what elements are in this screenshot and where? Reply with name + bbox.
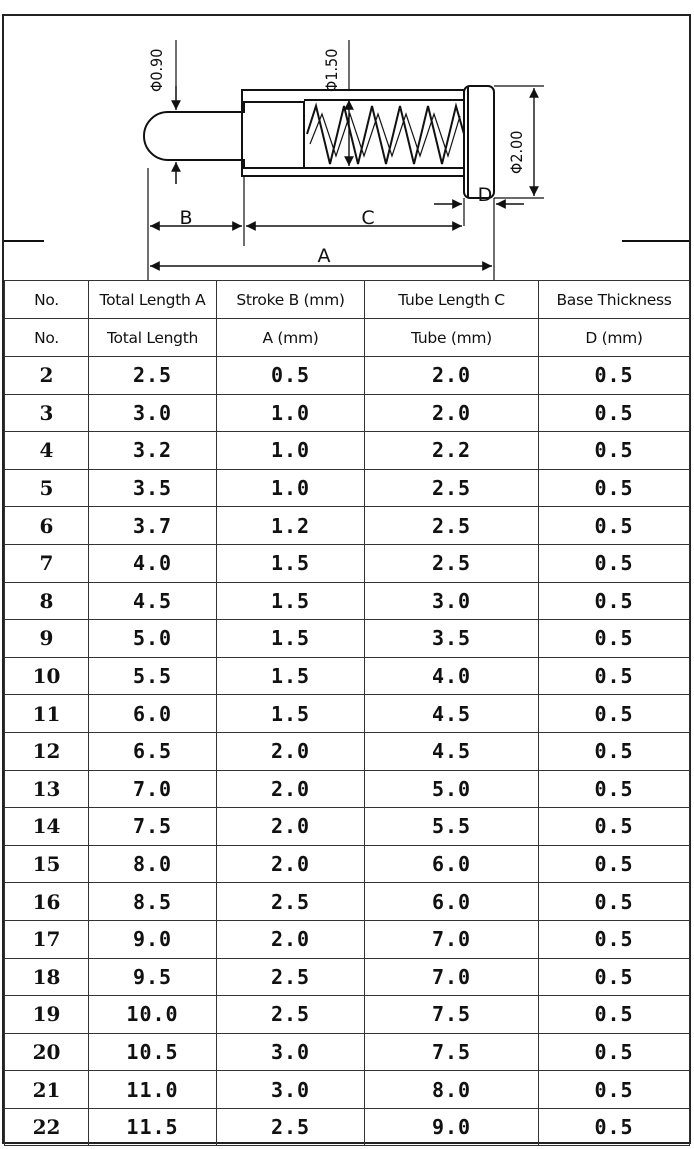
cell-tube-length: 7.0 <box>365 958 539 996</box>
cell-base-thickness: 0.5 <box>539 958 690 996</box>
cell-no: 7 <box>5 544 89 582</box>
cell-base-thickness: 0.5 <box>539 996 690 1034</box>
cell-base-thickness: 0.5 <box>539 432 690 470</box>
label-a: A <box>317 245 331 267</box>
cell-no: 14 <box>5 808 89 846</box>
cell-tube-length: 8.0 <box>365 1071 539 1109</box>
table-row <box>5 732 690 770</box>
cell-total-length: 7.5 <box>89 808 217 846</box>
cell-base-thickness: 0.5 <box>539 770 690 808</box>
cell-total-length: 10.5 <box>89 1033 217 1071</box>
spec-table-body <box>5 281 690 1146</box>
cell-no: 18 <box>5 958 89 996</box>
header-no: No. <box>5 319 89 357</box>
cell-no: 3 <box>5 394 89 432</box>
table-row <box>5 808 690 846</box>
table-row <box>5 920 690 958</box>
cell-total-length: 11.5 <box>89 1108 217 1146</box>
header-stroke-unit: A (mm) <box>217 319 365 357</box>
cell-stroke: 2.5 <box>217 1108 365 1146</box>
label-tip-diameter: Φ0.90 <box>147 48 166 92</box>
cell-base-thickness: 0.5 <box>539 808 690 846</box>
cell-base-thickness: 0.5 <box>539 732 690 770</box>
cell-total-length: 3.5 <box>89 469 217 507</box>
cell-stroke: 2.0 <box>217 808 365 846</box>
cell-total-length: 11.0 <box>89 1071 217 1109</box>
cell-total-length: 7.0 <box>89 770 217 808</box>
cell-base-thickness: 0.5 <box>539 544 690 582</box>
cell-total-length: 8.5 <box>89 883 217 921</box>
cell-total-length: 10.0 <box>89 996 217 1034</box>
cell-tube-length: 4.5 <box>365 695 539 733</box>
cell-stroke: 1.0 <box>217 469 365 507</box>
cell-stroke: 2.5 <box>217 883 365 921</box>
cell-tube-length: 2.5 <box>365 507 539 545</box>
cell-tube-length: 6.0 <box>365 883 539 921</box>
cell-tube-length: 3.5 <box>365 620 539 658</box>
cell-tube-length: 6.0 <box>365 845 539 883</box>
cell-stroke: 2.0 <box>217 845 365 883</box>
cell-stroke: 2.5 <box>217 996 365 1034</box>
cell-base-thickness: 0.5 <box>539 920 690 958</box>
cell-tube-length: 2.2 <box>365 432 539 470</box>
cell-tube-length: 7.5 <box>365 996 539 1034</box>
header-no: No. <box>5 281 89 319</box>
cell-stroke: 1.5 <box>217 695 365 733</box>
cell-stroke: 1.5 <box>217 582 365 620</box>
cell-stroke: 1.5 <box>217 544 365 582</box>
cell-no: 13 <box>5 770 89 808</box>
cell-tube-length: 3.0 <box>365 582 539 620</box>
spec-sheet <box>2 14 691 1144</box>
table-row <box>5 1071 690 1109</box>
table-row <box>5 582 690 620</box>
cell-stroke: 2.0 <box>217 732 365 770</box>
cell-base-thickness: 0.5 <box>539 695 690 733</box>
cell-stroke: 1.5 <box>217 657 365 695</box>
cell-tube-length: 2.5 <box>365 469 539 507</box>
table-row <box>5 695 690 733</box>
cell-base-thickness: 0.5 <box>539 394 690 432</box>
cell-base-thickness: 0.5 <box>539 1108 690 1146</box>
cell-stroke: 1.0 <box>217 394 365 432</box>
header-total-length: Total Length A <box>89 281 217 319</box>
cell-base-thickness: 0.5 <box>539 1071 690 1109</box>
table-row <box>5 770 690 808</box>
cell-tube-length: 2.0 <box>365 394 539 432</box>
table-row <box>5 507 690 545</box>
cell-total-length: 4.5 <box>89 582 217 620</box>
cell-total-length: 3.2 <box>89 432 217 470</box>
cell-no: 9 <box>5 620 89 658</box>
header-total-length: Total Length <box>89 319 217 357</box>
cell-no: 10 <box>5 657 89 695</box>
cell-tube-length: 7.0 <box>365 920 539 958</box>
cell-no: 8 <box>5 582 89 620</box>
plunger-tip <box>144 112 180 160</box>
cell-stroke: 3.0 <box>217 1033 365 1071</box>
label-b: B <box>179 207 193 229</box>
cell-stroke: 2.5 <box>217 958 365 996</box>
table-row <box>5 1108 690 1146</box>
cell-no: 4 <box>5 432 89 470</box>
cell-stroke: 2.0 <box>217 920 365 958</box>
cell-stroke: 1.0 <box>217 432 365 470</box>
table-row <box>5 469 690 507</box>
pogo-pin-diagram <box>4 16 689 280</box>
header-tube-length: Tube Length C <box>365 281 539 319</box>
cell-base-thickness: 0.5 <box>539 883 690 921</box>
cell-total-length: 2.5 <box>89 357 217 395</box>
table-row <box>5 544 690 582</box>
cell-base-thickness: 0.5 <box>539 357 690 395</box>
cell-total-length: 3.7 <box>89 507 217 545</box>
table-row <box>5 883 690 921</box>
cell-total-length: 8.0 <box>89 845 217 883</box>
label-spring-diameter: Φ1.50 <box>322 48 341 92</box>
cell-tube-length: 5.5 <box>365 808 539 846</box>
table-row <box>5 1033 690 1071</box>
cell-base-thickness: 0.5 <box>539 620 690 658</box>
cell-tube-length: 9.0 <box>365 1108 539 1146</box>
cell-no: 19 <box>5 996 89 1034</box>
cell-base-thickness: 0.5 <box>539 507 690 545</box>
cell-base-thickness: 0.5 <box>539 845 690 883</box>
cell-total-length: 5.0 <box>89 620 217 658</box>
cell-no: 5 <box>5 469 89 507</box>
cell-stroke: 1.5 <box>217 620 365 658</box>
table-row <box>5 432 690 470</box>
cell-no: 17 <box>5 920 89 958</box>
header-stroke: Stroke B (mm) <box>217 281 365 319</box>
table-row <box>5 996 690 1034</box>
cell-no: 21 <box>5 1071 89 1109</box>
cell-tube-length: 4.0 <box>365 657 539 695</box>
cell-no: 6 <box>5 507 89 545</box>
cell-total-length: 4.0 <box>89 544 217 582</box>
cell-base-thickness: 0.5 <box>539 582 690 620</box>
cell-no: 11 <box>5 695 89 733</box>
table-row <box>5 394 690 432</box>
cell-total-length: 5.5 <box>89 657 217 695</box>
cell-stroke: 2.0 <box>217 770 365 808</box>
table-row <box>5 657 690 695</box>
cell-base-thickness: 0.5 <box>539 1033 690 1071</box>
table-row <box>5 958 690 996</box>
cell-total-length: 3.0 <box>89 394 217 432</box>
table-row <box>5 845 690 883</box>
cell-tube-length: 2.0 <box>365 357 539 395</box>
cell-no: 2 <box>5 357 89 395</box>
cell-total-length: 9.5 <box>89 958 217 996</box>
cell-no: 22 <box>5 1108 89 1146</box>
label-base-diameter: Φ2.00 <box>507 130 526 174</box>
cell-total-length: 6.0 <box>89 695 217 733</box>
header-tube-unit: Tube (mm) <box>365 319 539 357</box>
cell-no: 15 <box>5 845 89 883</box>
cell-base-thickness: 0.5 <box>539 469 690 507</box>
table-row <box>5 357 690 395</box>
spec-table <box>4 280 690 1146</box>
cell-tube-length: 7.5 <box>365 1033 539 1071</box>
cell-stroke: 1.2 <box>217 507 365 545</box>
table-header-row-2 <box>5 319 690 357</box>
cell-tube-length: 4.5 <box>365 732 539 770</box>
cell-total-length: 9.0 <box>89 920 217 958</box>
header-base-thickness: Base Thickness <box>539 281 690 319</box>
table-row <box>5 620 690 658</box>
table-header-row-1 <box>5 281 690 319</box>
cell-total-length: 6.5 <box>89 732 217 770</box>
label-d: D <box>477 184 493 206</box>
cell-stroke: 0.5 <box>217 357 365 395</box>
cell-stroke: 3.0 <box>217 1071 365 1109</box>
cell-no: 20 <box>5 1033 89 1071</box>
cell-base-thickness: 0.5 <box>539 657 690 695</box>
cell-no: 12 <box>5 732 89 770</box>
cell-tube-length: 5.0 <box>365 770 539 808</box>
pogo-pin-drawing <box>4 16 689 280</box>
cell-tube-length: 2.5 <box>365 544 539 582</box>
cell-no: 16 <box>5 883 89 921</box>
header-base-unit: D (mm) <box>539 319 690 357</box>
label-c: C <box>361 207 375 229</box>
